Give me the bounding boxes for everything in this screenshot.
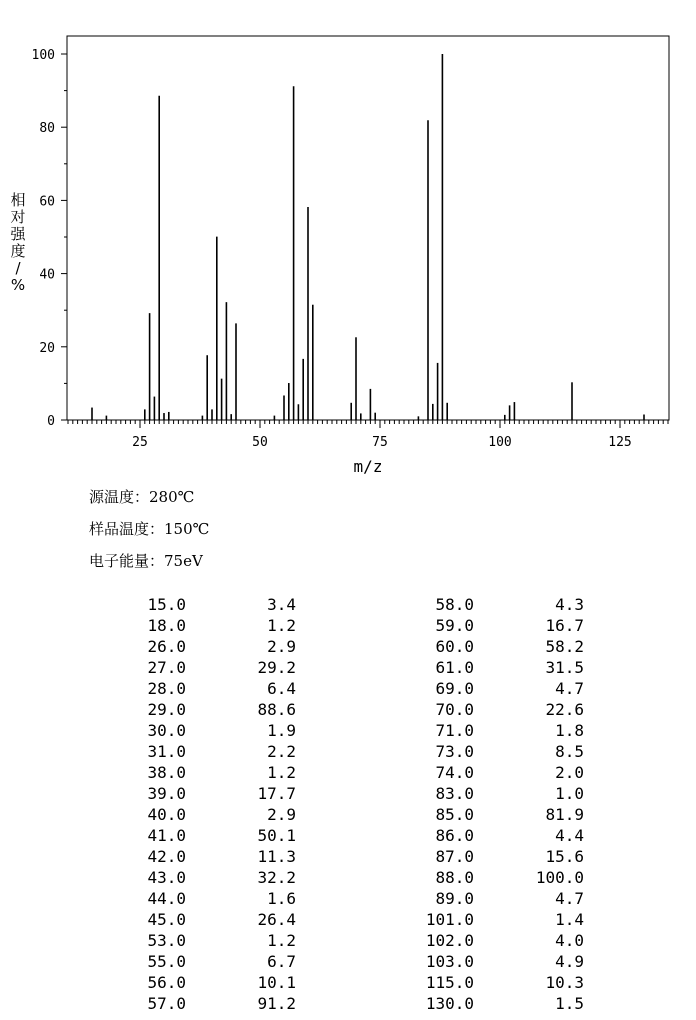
mz-value: 101.0 bbox=[425, 910, 474, 929]
table-row bbox=[0, 867, 696, 888]
table-row bbox=[0, 741, 696, 762]
spectrum-bars bbox=[92, 54, 644, 420]
x-minor-ticks bbox=[68, 420, 668, 424]
mz-value: 29.0 bbox=[147, 700, 186, 719]
intensity-value: 1.8 bbox=[555, 721, 584, 740]
mz-value: 30.0 bbox=[147, 721, 186, 740]
x-tick-label: 50 bbox=[252, 435, 268, 450]
mz-value: 115.0 bbox=[425, 973, 474, 992]
intensity-value: 1.2 bbox=[267, 616, 296, 635]
mz-value: 88.0 bbox=[435, 868, 474, 887]
mz-value: 86.0 bbox=[435, 826, 474, 845]
mz-value: 83.0 bbox=[435, 784, 474, 803]
y-tick-label: 40 bbox=[39, 267, 55, 283]
intensity-value: 1.6 bbox=[267, 889, 296, 908]
mz-value: 39.0 bbox=[147, 784, 186, 803]
mz-value: 103.0 bbox=[425, 952, 474, 971]
intensity-value: 4.3 bbox=[555, 595, 584, 614]
mz-value: 41.0 bbox=[147, 826, 186, 845]
intensity-value: 6.4 bbox=[267, 679, 296, 698]
intensity-value: 15.6 bbox=[545, 847, 584, 866]
x-tick-label: 125 bbox=[608, 435, 632, 450]
x-tick-label: 100 bbox=[488, 435, 512, 450]
intensity-value: 2.2 bbox=[267, 742, 296, 761]
y-tick-label: 80 bbox=[39, 121, 55, 137]
table-row bbox=[0, 594, 696, 615]
intensity-value: 1.4 bbox=[555, 910, 584, 929]
mz-value: 71.0 bbox=[435, 721, 474, 740]
intensity-value: 2.0 bbox=[555, 763, 584, 782]
intensity-value: 88.6 bbox=[257, 700, 296, 719]
intensity-value: 1.2 bbox=[267, 931, 296, 950]
mz-value: 89.0 bbox=[435, 889, 474, 908]
mz-value: 28.0 bbox=[147, 679, 186, 698]
mz-value: 42.0 bbox=[147, 847, 186, 866]
mz-value: 26.0 bbox=[147, 637, 186, 656]
mz-value: 73.0 bbox=[435, 742, 474, 761]
intensity-value: 1.0 bbox=[555, 784, 584, 803]
table-row bbox=[0, 951, 696, 972]
intensity-value: 58.2 bbox=[545, 637, 584, 656]
mz-value: 15.0 bbox=[147, 595, 186, 614]
intensity-value: 2.9 bbox=[267, 637, 296, 656]
x-axis-ticks bbox=[132, 420, 632, 450]
mz-value: 56.0 bbox=[147, 973, 186, 992]
table-row bbox=[0, 972, 696, 993]
y-tick-label: 0 bbox=[47, 414, 55, 429]
intensity-value: 31.5 bbox=[545, 658, 584, 677]
intensity-value: 32.2 bbox=[257, 868, 296, 887]
table-row bbox=[0, 720, 696, 741]
table-row bbox=[0, 846, 696, 867]
table-row bbox=[0, 678, 696, 699]
mz-value: 45.0 bbox=[147, 910, 186, 929]
mz-value: 74.0 bbox=[435, 763, 474, 782]
intensity-value: 4.7 bbox=[555, 679, 584, 698]
mz-value: 55.0 bbox=[147, 952, 186, 971]
intensity-value: 16.7 bbox=[545, 616, 584, 635]
mz-value: 44.0 bbox=[147, 889, 186, 908]
y-axis-ticks bbox=[32, 48, 67, 429]
table-row bbox=[0, 783, 696, 804]
y-tick-label: 60 bbox=[39, 194, 55, 210]
mass-spectrum-chart bbox=[0, 0, 696, 480]
mz-value: 130.0 bbox=[425, 994, 474, 1013]
intensity-value: 11.3 bbox=[257, 847, 296, 866]
mz-value: 61.0 bbox=[435, 658, 474, 677]
intensity-value: 4.4 bbox=[555, 826, 584, 845]
intensity-value: 81.9 bbox=[545, 805, 584, 824]
x-axis-label: m/z bbox=[353, 457, 383, 476]
mz-value: 58.0 bbox=[435, 595, 474, 614]
intensity-value: 6.7 bbox=[267, 952, 296, 971]
mz-value: 38.0 bbox=[147, 763, 186, 782]
table-row bbox=[0, 993, 696, 1014]
intensity-value: 4.9 bbox=[555, 952, 584, 971]
table-row bbox=[0, 762, 696, 783]
intensity-value: 91.2 bbox=[257, 994, 296, 1013]
mz-value: 69.0 bbox=[435, 679, 474, 698]
source-temperature: 源温度：280℃ bbox=[89, 488, 195, 506]
sample-temperature: 样品温度：150℃ bbox=[89, 520, 210, 538]
electron-energy: 电子能量：75eV bbox=[89, 552, 203, 570]
y-tick-label: 20 bbox=[39, 340, 55, 356]
mz-value: 31.0 bbox=[147, 742, 186, 761]
y-axis-label: 相对强度/ % bbox=[10, 191, 26, 294]
intensity-value: 10.3 bbox=[545, 973, 584, 992]
y-tick-label: 100 bbox=[31, 48, 55, 63]
table-row bbox=[0, 657, 696, 678]
intensity-value: 8.5 bbox=[555, 742, 584, 761]
x-tick-label: 25 bbox=[132, 435, 148, 450]
table-row bbox=[0, 699, 696, 720]
intensity-value: 4.0 bbox=[555, 931, 584, 950]
intensity-value: 22.6 bbox=[545, 700, 584, 719]
mz-value: 27.0 bbox=[147, 658, 186, 677]
intensity-value: 1.5 bbox=[555, 994, 584, 1013]
table-row bbox=[0, 825, 696, 846]
intensity-value: 26.4 bbox=[257, 910, 296, 929]
intensity-value: 3.4 bbox=[267, 595, 296, 614]
intensity-value: 2.9 bbox=[267, 805, 296, 824]
mz-value: 53.0 bbox=[147, 931, 186, 950]
intensity-value: 17.7 bbox=[257, 784, 296, 803]
intensity-value: 1.9 bbox=[267, 721, 296, 740]
mz-value: 87.0 bbox=[435, 847, 474, 866]
table-row bbox=[0, 804, 696, 825]
intensity-value: 4.7 bbox=[555, 889, 584, 908]
intensity-value: 1.2 bbox=[267, 763, 296, 782]
table-row bbox=[0, 615, 696, 636]
table-row bbox=[0, 930, 696, 951]
table-row bbox=[0, 888, 696, 909]
intensity-value: 10.1 bbox=[257, 973, 296, 992]
mz-value: 40.0 bbox=[147, 805, 186, 824]
mz-value: 60.0 bbox=[435, 637, 474, 656]
intensity-value: 50.1 bbox=[257, 826, 296, 845]
mz-value: 18.0 bbox=[147, 616, 186, 635]
x-tick-label: 75 bbox=[372, 435, 388, 450]
mz-value: 102.0 bbox=[425, 931, 474, 950]
intensity-value: 100.0 bbox=[535, 868, 584, 887]
intensity-value: 29.2 bbox=[257, 658, 296, 677]
plot-frame bbox=[67, 36, 669, 420]
mz-value: 59.0 bbox=[435, 616, 474, 635]
mz-value: 43.0 bbox=[147, 868, 186, 887]
mz-value: 85.0 bbox=[435, 805, 474, 824]
mz-value: 70.0 bbox=[435, 700, 474, 719]
mz-value: 57.0 bbox=[147, 994, 186, 1013]
table-row bbox=[0, 636, 696, 657]
table-row bbox=[0, 909, 696, 930]
